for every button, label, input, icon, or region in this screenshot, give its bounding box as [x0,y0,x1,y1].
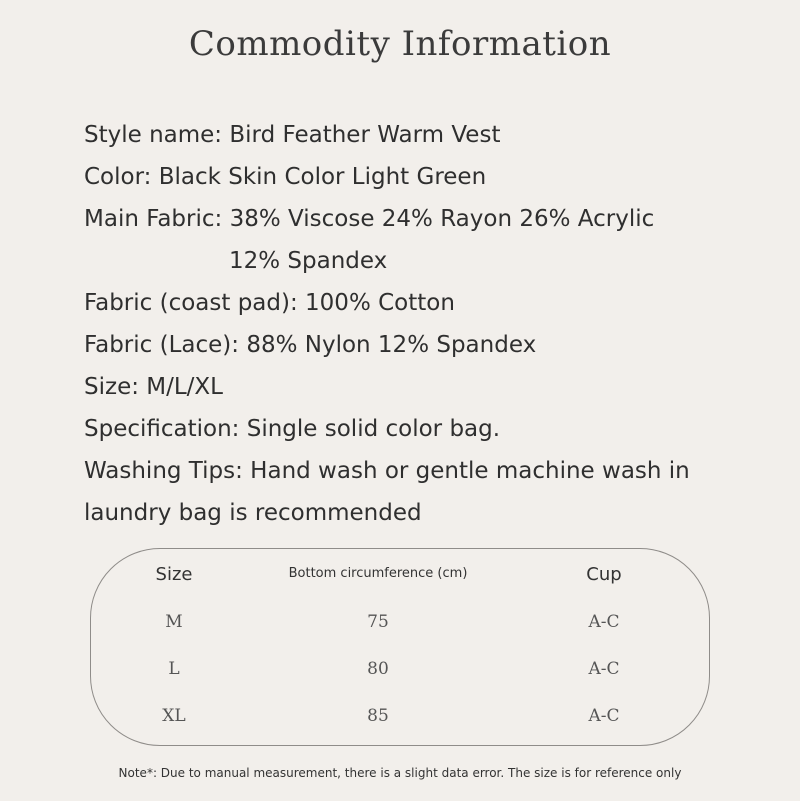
spec-fabric-lace: Fabric (Lace): 88% Nylon 12% Spandex [84,332,537,358]
spec-main-fabric: Main Fabric: 38% Viscose 24% Rayon 26% Acrylic [84,206,655,232]
table-header-bottom-circumference: Bottom circumference (cm) [288,566,468,581]
spec-style-name: Style name: Bird Feather Warm Vest [84,122,501,148]
table-header-cup: Cup [586,564,622,585]
spec-color: Color: Black Skin Color Light Green [84,164,487,190]
table-header-size: Size [155,564,193,585]
spec-size: Size: M/L/XL [84,374,223,400]
table-cell-cup: A-C [588,706,620,726]
table-cell-cup: A-C [588,612,620,632]
spec-list [84,114,784,534]
table-cell-circumference: 75 [367,612,389,632]
spec-washing-tips-continued: laundry bag is recommended [84,500,422,526]
page-title: Commodity Information [188,24,612,64]
table-cell-size: L [168,659,180,679]
spec-main-fabric-continued: 12% Spandex [229,248,388,274]
table-cell-circumference: 85 [367,706,389,726]
spec-specification: Specification: Single solid color bag. [84,416,501,442]
table-cell-circumference: 80 [367,659,389,679]
spec-fabric-coast-pad: Fabric (coast pad): 100% Cotton [84,290,455,316]
table-cell-cup: A-C [588,659,620,679]
measurement-note: Note*: Due to manual measurement, there is a slight data error. The size is for reference only [118,766,682,780]
table-cell-size: XL [162,706,186,726]
spec-washing-tips: Washing Tips: Hand wash or gentle machine wash in [84,458,690,484]
size-table [90,548,710,746]
table-cell-size: M [165,612,183,632]
